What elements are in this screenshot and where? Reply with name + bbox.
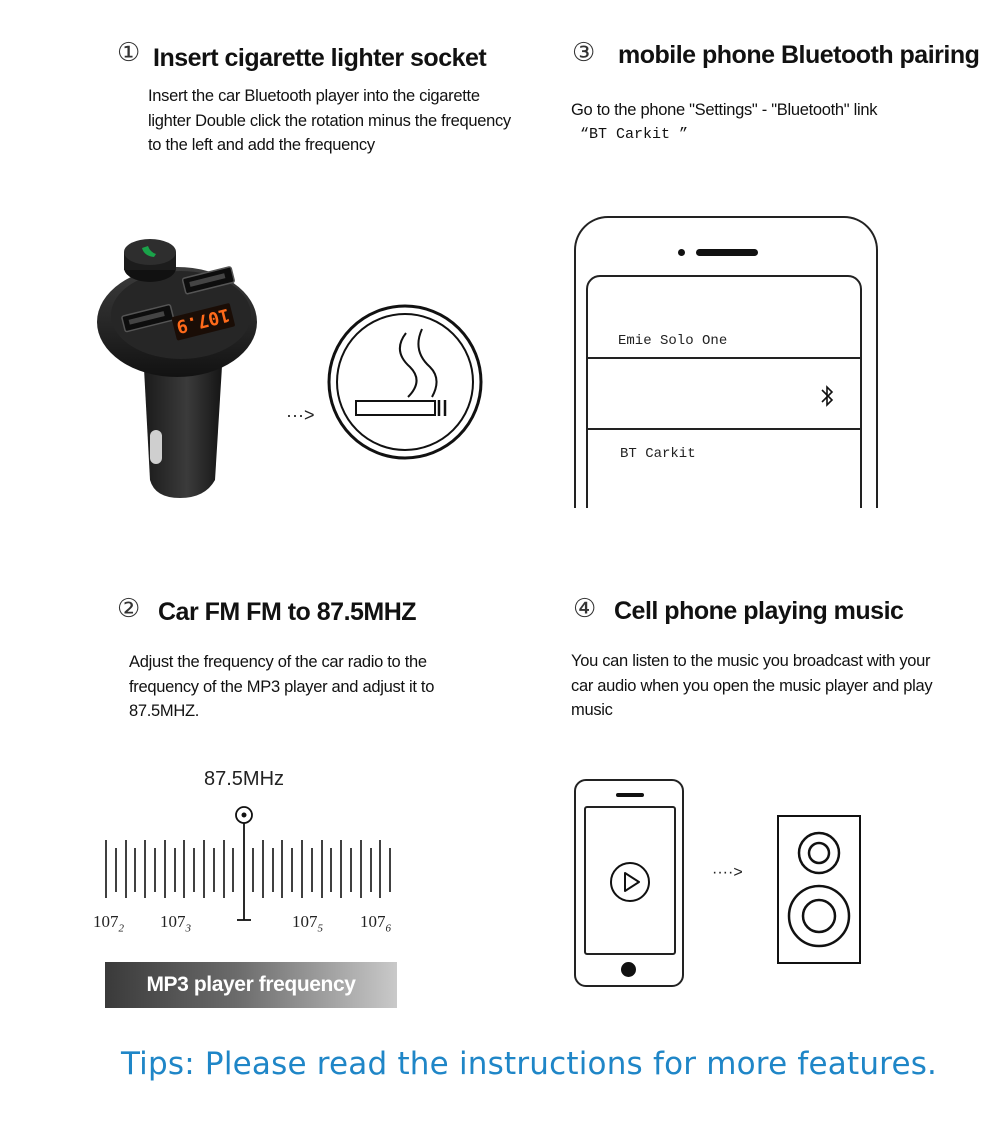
divider xyxy=(586,428,861,430)
step3-link-name: “BT Carkit ” xyxy=(580,126,689,143)
tick-label: $107_6$ xyxy=(360,912,391,935)
tips-text: Tips: Please read the instructions for more features. xyxy=(121,1046,938,1082)
step3-number: ③ xyxy=(572,38,596,68)
phone-screen xyxy=(584,806,676,955)
arrow-dots-icon: ····> xyxy=(712,864,743,881)
device-row-bt-carkit[interactable]: BT Carkit xyxy=(620,446,696,462)
step3-title: mobile phone Bluetooth pairing xyxy=(618,41,980,69)
step1-number: ① xyxy=(117,38,141,68)
device-row-emie[interactable]: Emie Solo One xyxy=(618,333,728,349)
step2-description: Adjust the frequency of the car radio to the frequency of the MP3 player and adjust it to 87.5MHZ. xyxy=(129,653,435,720)
step4-number: ④ xyxy=(573,594,597,624)
cigarette-lighter-icon xyxy=(326,303,484,461)
tick-label: $107_5$ xyxy=(292,912,323,935)
play-icon[interactable] xyxy=(609,861,651,903)
phone-speaker xyxy=(696,249,758,256)
bluetooth-icon xyxy=(820,384,834,408)
dial-frequency-label: 87.5MHz xyxy=(204,768,285,790)
divider xyxy=(586,357,861,359)
frequency-dial xyxy=(100,800,410,925)
step2-title: Car FM FM to 87.5MHZ xyxy=(158,598,417,626)
step4-description: You can listen to the music you broadcast with your car audio when you open the music player and play music xyxy=(571,652,933,719)
step1-title: Insert cigarette lighter socket xyxy=(153,44,487,72)
phone-settings-mockup xyxy=(574,216,878,508)
step3-description: Go to the phone "Settings" - "Bluetooth" link xyxy=(571,101,878,119)
home-button-icon xyxy=(621,962,636,977)
tick-label: $107_3$ xyxy=(160,912,191,935)
phone-speaker xyxy=(616,793,644,797)
phone-camera xyxy=(678,249,685,256)
arrow-dots-icon: ···> xyxy=(286,405,315,425)
speaker-icon xyxy=(777,815,861,964)
step4-title: Cell phone playing music xyxy=(614,597,904,625)
mp3-frequency-banner: MP3 player frequency xyxy=(105,962,397,1008)
svg-text:107.9: 107.9 xyxy=(174,303,232,338)
step1-description: Insert the car Bluetooth player into the cigarette lighter Double click the rotation minus the frequency to the left and add the frequency xyxy=(148,87,511,154)
music-phone-icon xyxy=(574,779,684,987)
step2-number: ② xyxy=(117,594,141,624)
car-charger-image xyxy=(95,230,270,500)
tick-label: $107_2$ xyxy=(93,912,124,935)
